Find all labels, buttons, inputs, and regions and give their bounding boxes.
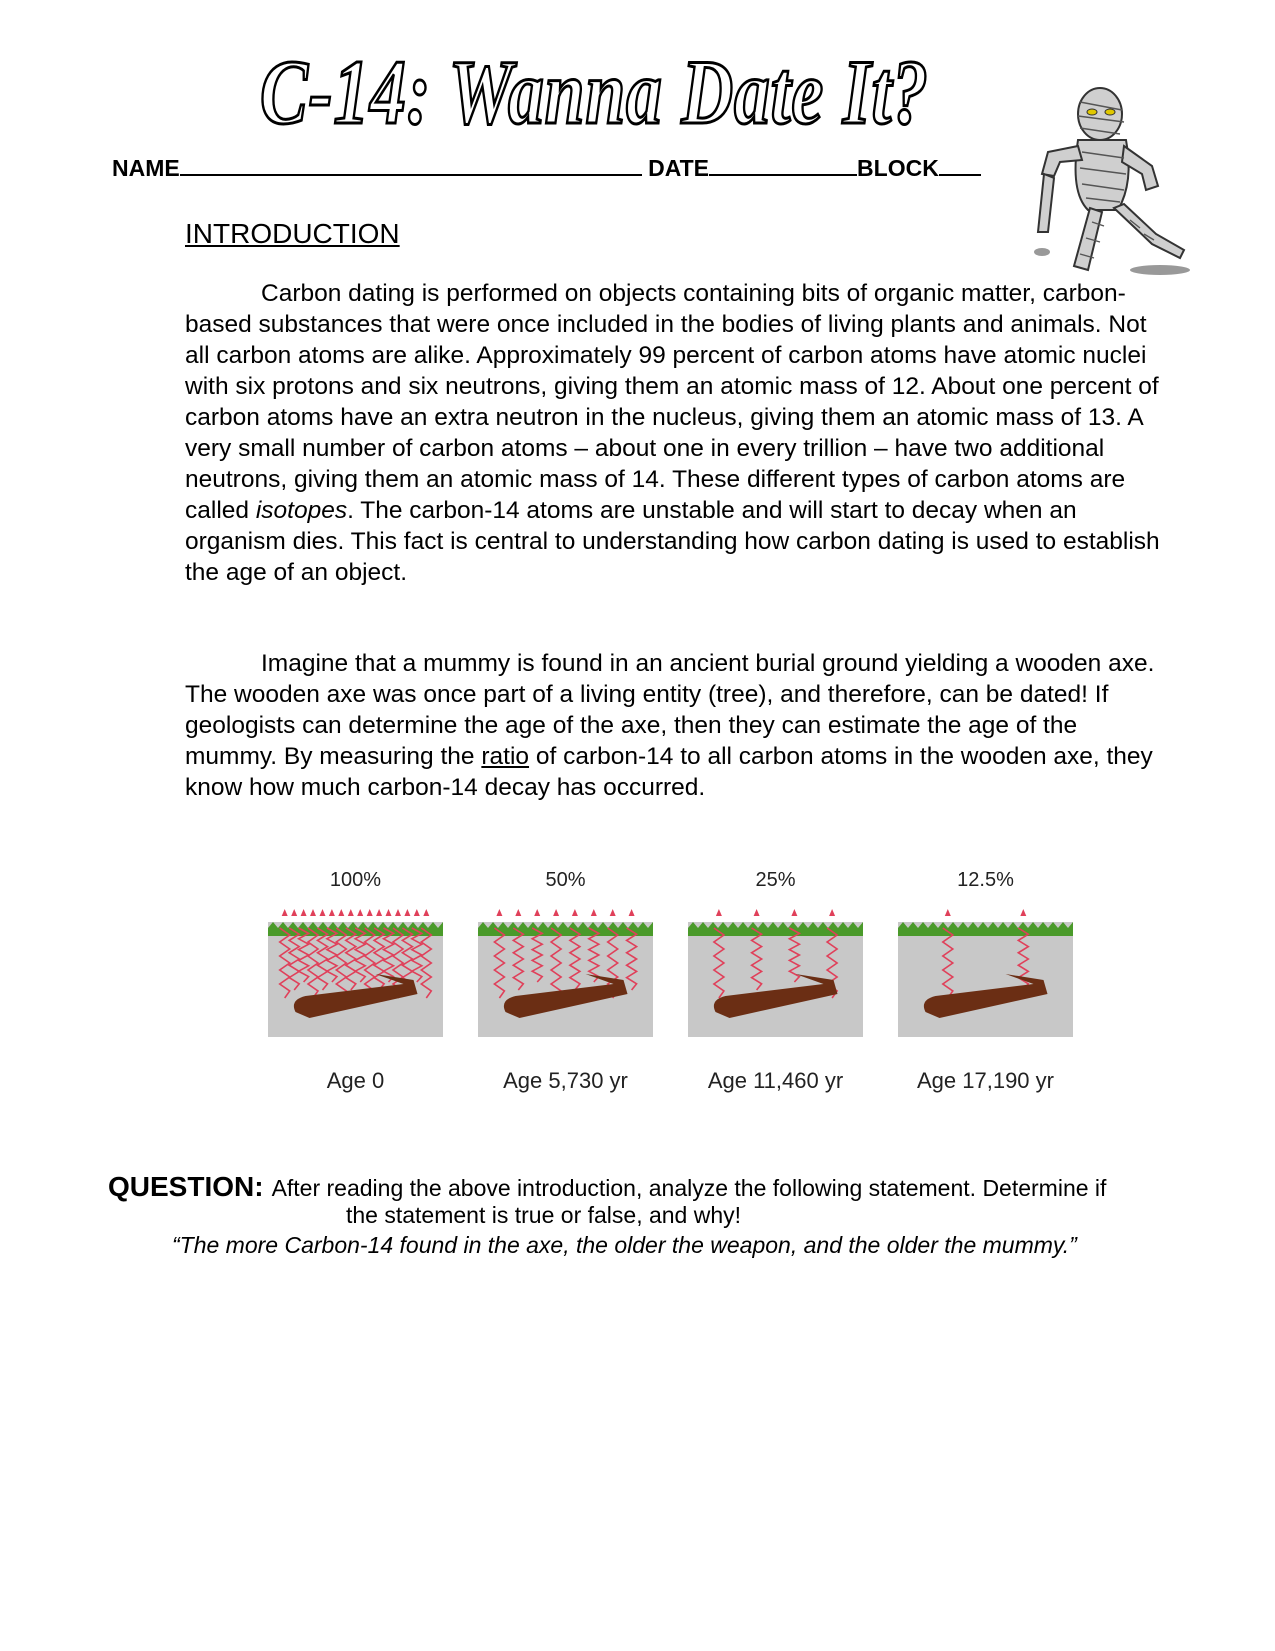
- decay-arrowhead: [348, 909, 354, 916]
- decay-arrowhead: [291, 909, 297, 916]
- name-label: NAME: [112, 155, 180, 181]
- decay-arrowhead: [553, 909, 559, 916]
- decay-arrowhead: [376, 909, 382, 916]
- decay-arrowhead: [515, 909, 521, 916]
- decay-arrowhead: [357, 909, 363, 916]
- question-line-1: [108, 1172, 1218, 1203]
- decay-arrowhead: [338, 909, 344, 916]
- soil-box: [688, 922, 863, 1037]
- age-label: Age 5,730 yr: [503, 1068, 628, 1093]
- decay-arrowhead: [329, 909, 335, 916]
- question-line-2: the statement is true or false, and why!: [346, 1202, 742, 1228]
- decay-arrowhead: [310, 909, 316, 916]
- question-label: QUESTION:: [108, 1171, 264, 1202]
- decay-arrowhead: [1020, 909, 1026, 916]
- soil-box: [478, 922, 653, 1037]
- date-field[interactable]: [709, 152, 857, 176]
- decay-arrowhead: [496, 909, 502, 916]
- percent-label: 25%: [755, 869, 796, 891]
- decay-arrowhead: [404, 909, 410, 916]
- age-label: Age 11,460 yr: [707, 1068, 844, 1093]
- decay-arrowhead: [282, 909, 288, 916]
- decay-arrowhead: [591, 909, 597, 916]
- decay-arrowhead: [716, 909, 722, 916]
- age-label: Age 0: [326, 1068, 385, 1093]
- intro-paragraph-1: Carbon dating is performed on objects containing bits of organic matter, carbon-based substances that were once included in the bodies of living plants and animals. Not all carbon atoms are alike. Approximately 99 percent of carbon atoms have atomic nuclei with six protons and six neutrons, giving them an atomic mass of 12. About one percent of carbon atoms have an extra neutron in the nucleus, giving them an atomic mass of 13. A very small number of carbon atoms – about one in every trillion – have two additional neutrons, giving them an atomic mass of 14. These different types of carbon atoms are called isotopes. The carbon-14 atoms are unstable and will start to decay when an organism dies. This fact is central to understanding how carbon dating is used to establish the age of an object.: [185, 280, 1160, 586]
- age-label: Age 17,190 yr: [917, 1068, 1054, 1093]
- decay-arrowhead: [320, 909, 326, 916]
- name-field[interactable]: [180, 152, 642, 176]
- student-info-line: [112, 152, 981, 182]
- mummy-illustration: [1030, 82, 1200, 282]
- date-label: DATE: [648, 155, 710, 181]
- decay-arrowhead: [301, 909, 307, 916]
- page-title: C-14: Wanna Date It?: [260, 41, 929, 143]
- soil-box: [898, 922, 1073, 1037]
- decay-arrowhead: [791, 909, 797, 916]
- decay-arrowhead: [829, 909, 835, 916]
- question-statement: “The more Carbon-14 found in the axe, the older the weapon, and the older the mummy.”: [172, 1232, 1077, 1258]
- decay-arrowhead: [367, 909, 373, 916]
- decay-arrowhead: [945, 909, 951, 916]
- decay-arrowhead: [629, 909, 635, 916]
- decay-arrowhead: [386, 909, 392, 916]
- decay-arrowhead: [414, 909, 420, 916]
- percent-label: 100%: [329, 869, 382, 891]
- decay-arrowhead: [423, 909, 429, 916]
- introduction-heading: INTRODUCTION: [185, 218, 400, 249]
- decay-arrowhead: [754, 909, 760, 916]
- decay-arrowhead: [534, 909, 540, 916]
- decay-arrowhead: [395, 909, 401, 916]
- intro-paragraph-2: Imagine that a mummy is found in an ancient burial ground yielding a wooden axe. The wooden axe was once part of a living entity (tree), and therefore, can be dated! If geologists can determine the age of the axe, then they can estimate the age of the mummy. By measuring the ratio of carbon-14 to all carbon atoms in the wooden axe, they know how much carbon-14 decay has occurred.: [185, 650, 1155, 801]
- block-field[interactable]: [939, 152, 981, 176]
- decay-arrowhead: [610, 909, 616, 916]
- carbon-decay-figure: [268, 862, 1078, 1102]
- block-label: BLOCK: [857, 155, 939, 181]
- question-text: After reading the above introduction, analyze the following statement. Determine if: [271, 1175, 1107, 1201]
- percent-label: 50%: [545, 869, 586, 891]
- percent-label: 12.5%: [957, 869, 1014, 891]
- decay-arrowhead: [572, 909, 578, 916]
